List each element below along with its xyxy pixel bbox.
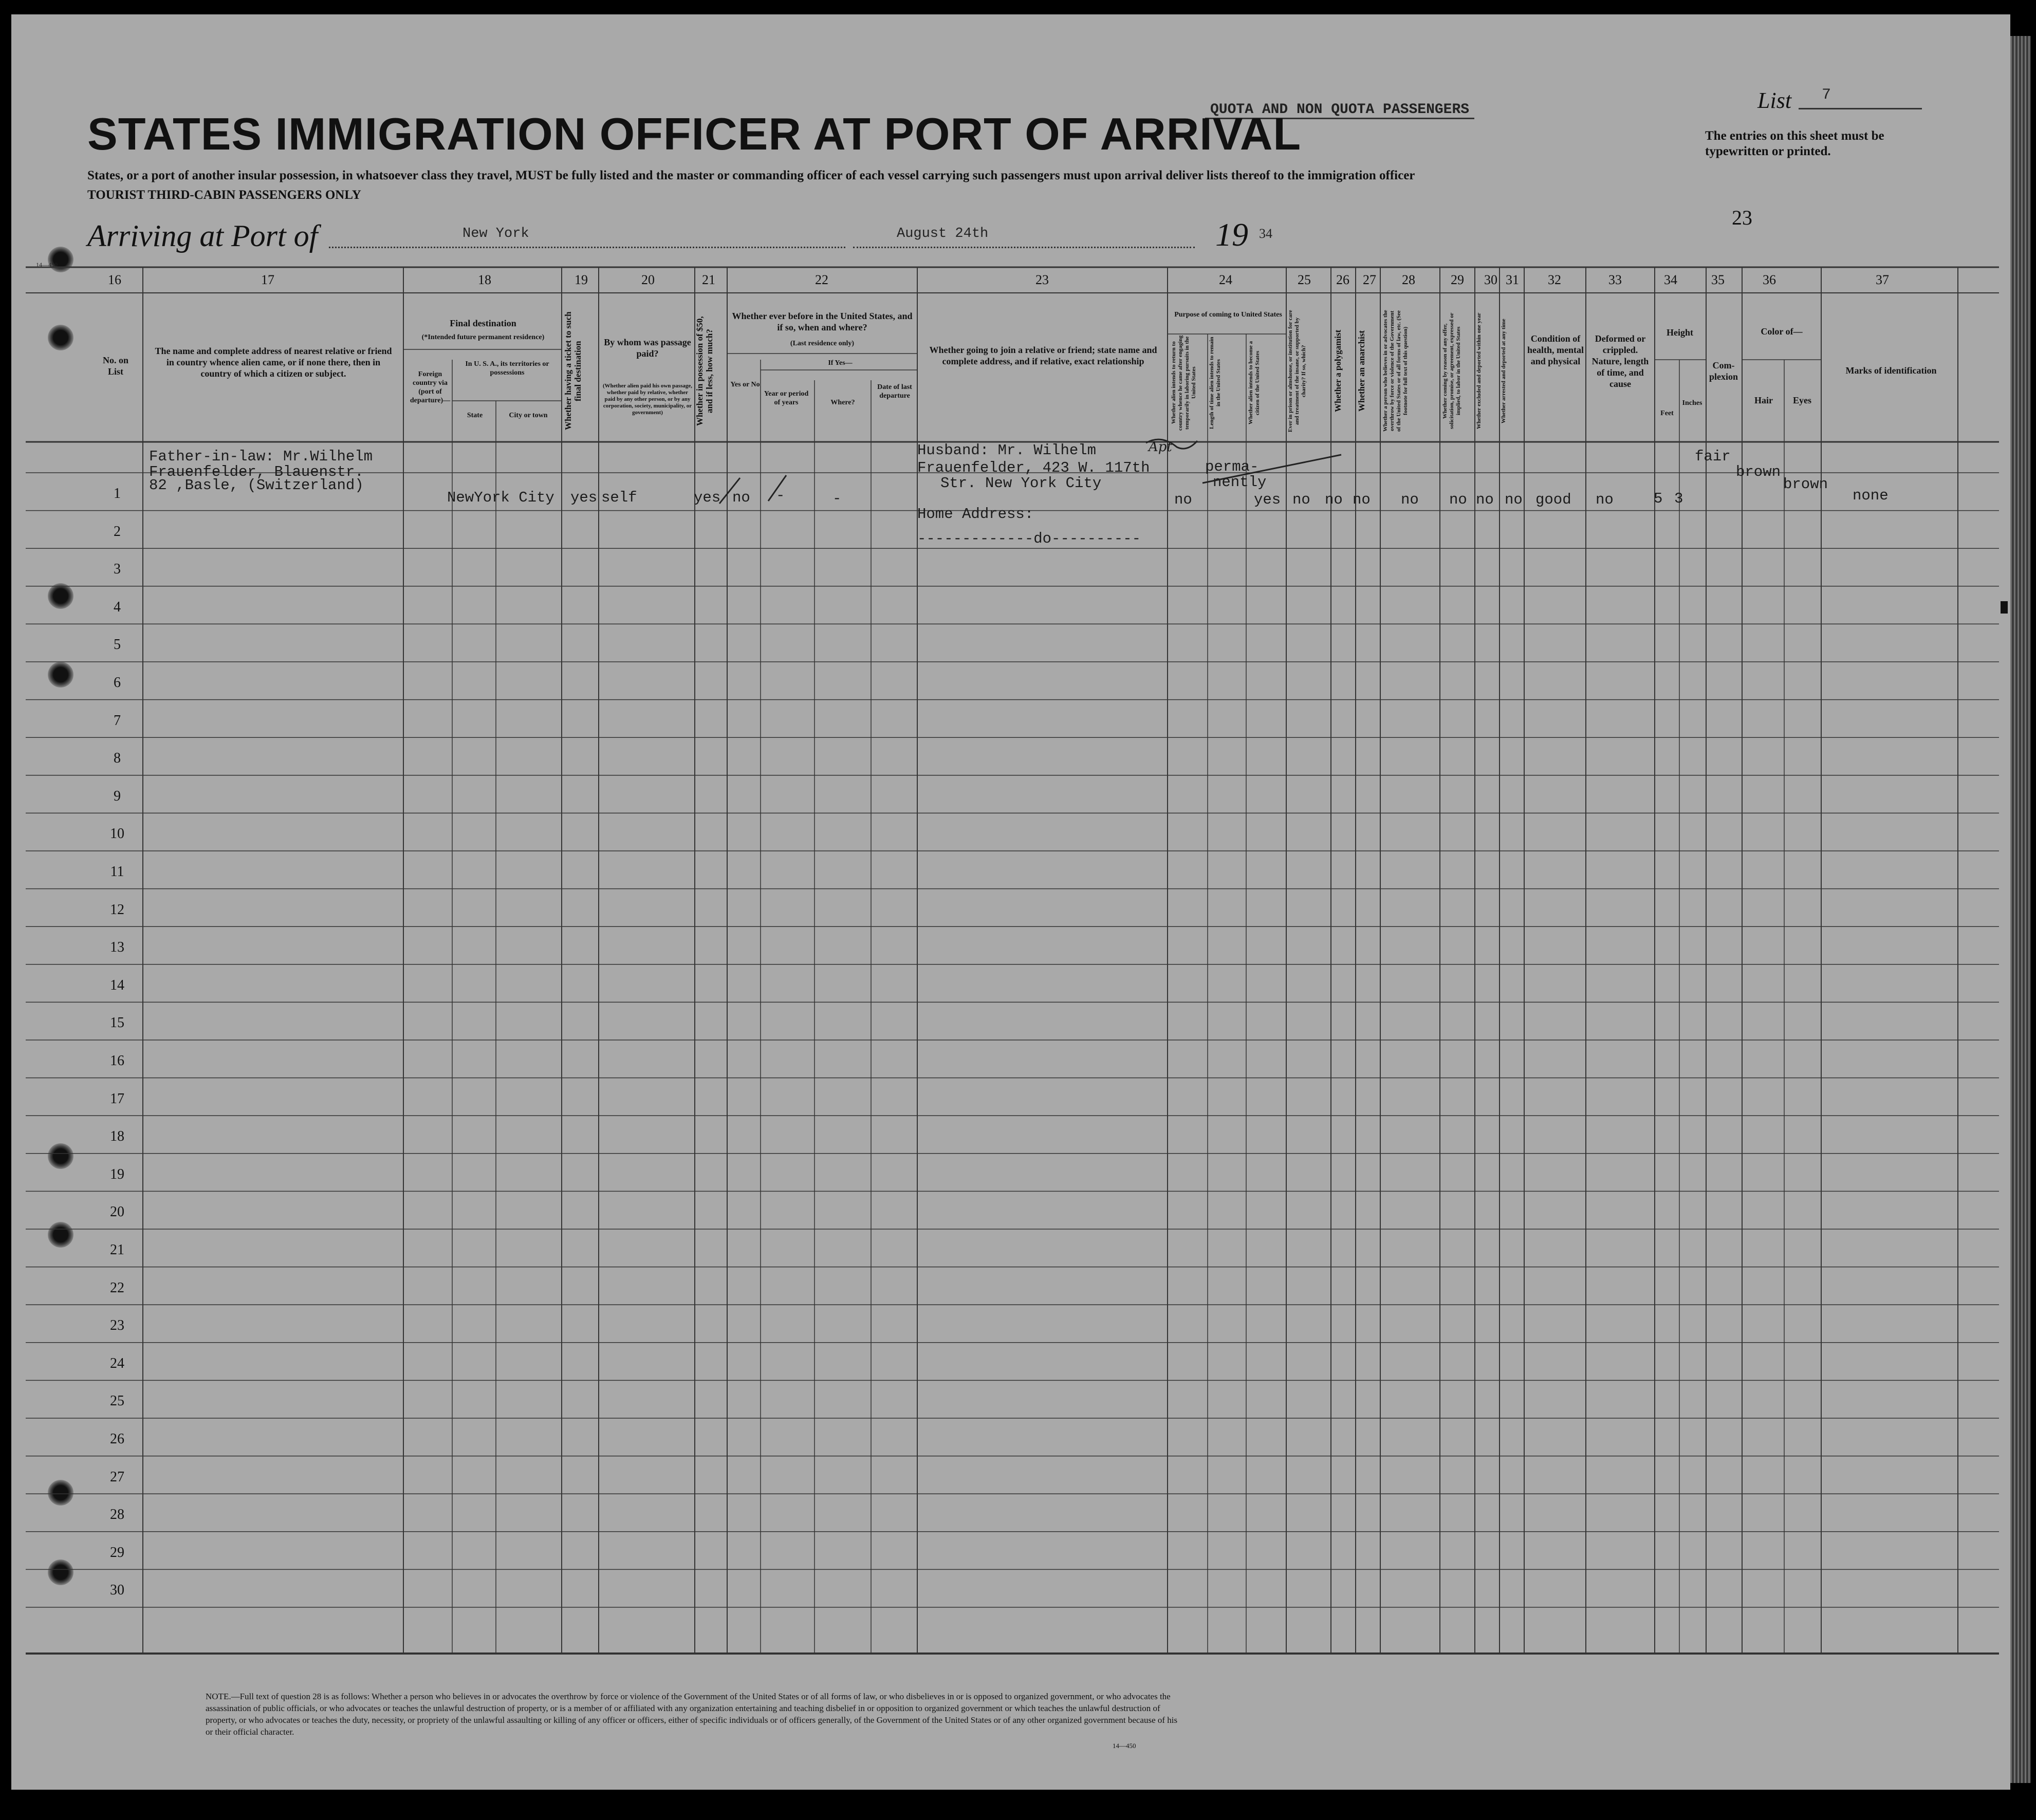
footnote: NOTE.—Full text of question 28 is as follows: Whether a person who believes in or advocates the overthrow by force or violence of the Government of the United States or of all forms of law, or who disbelieves in or is opposed to organized government, or who advocates the assassination of public officials, or who advocates or teaches the unlawful destruction of property, or is a member of or affiliated with any organization entertaining and teaching disbelief in or opposition to organized government or which teaches the unlawful destruction of property, or who advocates or teaches the duty, necessity, or propriety of the unlawful assaulting or killing of any officer or officers, either of specific individuals or of officers generally, of the Government of the United States or of any other organized government because of his or their official character.: [206, 1692, 1178, 1737]
row-number: 11: [110, 864, 124, 880]
col-number: 20: [641, 272, 655, 287]
col-number: 24: [1219, 272, 1232, 287]
typewritten-instruction: The entries on this sheet must be typewritten or printed.: [1705, 129, 1884, 158]
home-address-value: -------------do----------: [917, 530, 1141, 547]
passenger-class: TOURIST THIRD-CABIN PASSENGERS ONLY: [87, 188, 361, 202]
col-number: 30: [1484, 272, 1497, 287]
col-number: 26: [1336, 272, 1349, 287]
anarchist-answer: no: [1353, 491, 1371, 508]
row-number: 28: [110, 1507, 124, 1523]
handwriting-flourish: [1146, 439, 1197, 449]
header-join-relative: Whether going to join a relative or friend; state name and complete address, and if relative, exact relationship: [929, 345, 1157, 366]
row-number: 12: [110, 901, 124, 918]
header-passage-paid-note: (Whether alien paid his own passage, whether paid by relative, whether paid by any other person, or by any corporation, society, municipality, or government): [603, 383, 692, 416]
row-number: 14: [110, 977, 124, 993]
hair-color-value: brown: [1736, 463, 1781, 480]
header-labor-offer: Whether coming by reason of any offer, solicitation, promise, or agreement, expressed or implied, to labor in the United States: [1442, 312, 1461, 430]
passage-paid-by: self: [601, 489, 637, 506]
check-mark: [768, 475, 786, 501]
arrested-answer: no: [1505, 491, 1523, 508]
col-number: 19: [575, 272, 588, 287]
row-number: 26: [110, 1431, 124, 1447]
header-city: City or town: [509, 412, 548, 419]
row-number: 29: [110, 1544, 124, 1561]
header-excluded-deported: Whether excluded and deported within one year: [1476, 312, 1482, 430]
fifty-dollars-answer: yes: [694, 489, 721, 506]
form-number-top: 14—450: [36, 261, 58, 268]
complexion-value: fair: [1695, 448, 1731, 465]
header-overthrow: Whether a person who believes in or advocates the overthrow by force or violence of the Government of the United States or of all forms of law, etc. (See footnote for full text of this question): [1382, 310, 1409, 432]
form-number: 14—450: [1113, 1742, 1136, 1750]
row-number: 27: [110, 1469, 124, 1485]
length-of-stay-1: perma-: [1205, 458, 1259, 475]
col-number: 23: [1035, 272, 1049, 287]
row-number: 6: [114, 675, 121, 691]
header-eyes: Eyes: [1793, 395, 1811, 405]
row-number: 18: [110, 1128, 124, 1145]
row-number: 10: [110, 826, 124, 842]
header-ever-before-note: (Last residence only): [790, 340, 855, 347]
arriving-label: Arriving at Port of: [87, 219, 318, 253]
header-ever-before: Whether ever before in the United States, and if so, when and where?: [732, 311, 913, 332]
col-number: 27: [1363, 272, 1376, 287]
row-number: 25: [110, 1393, 124, 1409]
col-number: 36: [1763, 272, 1776, 287]
polygamist-answer: no: [1325, 491, 1343, 508]
row-number: 17: [110, 1090, 124, 1107]
col-number: 32: [1548, 272, 1561, 287]
row-number: 8: [114, 750, 121, 767]
header-complexion: Com-plexion: [1709, 360, 1738, 382]
pen-stroke: [1202, 455, 1341, 483]
col-number: 17: [261, 272, 274, 287]
col-number: 25: [1298, 272, 1311, 287]
ticket-answer: yes: [570, 489, 598, 506]
col-number: 35: [1711, 272, 1725, 287]
year-dash: -: [776, 487, 785, 504]
form-title: STATES IMMIGRATION OFFICER AT PORT OF ARRIVAL: [87, 108, 1302, 159]
row-number: 20: [110, 1204, 124, 1220]
row-number: 23: [110, 1317, 124, 1334]
relative-line-1: Father-in-law: Mr.Wilhelm: [149, 448, 373, 465]
relative-line-3: 82 ,Basle, (Switzerland): [149, 477, 364, 494]
header-where: Where?: [830, 399, 855, 406]
row-number: 2: [114, 523, 121, 540]
header-passage-paid: By whom was passage paid?: [604, 337, 691, 359]
form-subtitle: States, or a port of another insular possession, in whatsoever class they travel, MUST be fully listed and the master or commanding officer of each vessel carrying such passengers must upon arrival deliver lists thereof to the immigration officer: [87, 169, 1415, 182]
overthrow-answer: no: [1401, 491, 1419, 508]
col-number: 22: [815, 272, 828, 287]
join-line-3: Str. New York City: [940, 475, 1102, 492]
col-number: 21: [702, 272, 715, 287]
header-final-destination: Final destination: [450, 318, 516, 328]
row-number: 19: [110, 1166, 124, 1182]
row-number: 16: [110, 1053, 124, 1069]
row-number: 5: [114, 637, 121, 653]
col-number: 28: [1402, 272, 1415, 287]
row-number: 22: [110, 1279, 124, 1296]
header-state: State: [467, 412, 483, 419]
header-return-temporarily: Whether alien intends to return to country whence he came after engaging temporarily in laboring pursuits in the United States: [1171, 335, 1197, 431]
col-number: 34: [1664, 272, 1677, 287]
arrival-date: August 24th: [897, 226, 989, 242]
quota-label: QUOTA AND NON QUOTA PASSENGERS: [1205, 102, 1474, 119]
header-color: Color of—: [1761, 326, 1803, 337]
header-prison-almshouse: Ever in prison or almshouse, or institution for care and treatment of the insane, or supported by charity? If so, which?: [1287, 310, 1307, 432]
col-number: 33: [1608, 272, 1622, 287]
prison-answer: no: [1292, 491, 1310, 508]
header-in-usa: In U. S. A., its territories or possessions: [465, 360, 549, 377]
col-number: 18: [478, 272, 491, 287]
header-hair: Hair: [1754, 395, 1773, 405]
arrival-year-prefix: 19: [1215, 216, 1248, 253]
deformed-answer: no: [1596, 491, 1614, 508]
header-fifty-dollars: Whether in possession of $50, and if less, how much?: [695, 316, 714, 426]
handwritten-note: Apt: [1149, 439, 1172, 455]
row-number: 9: [114, 788, 121, 804]
row-number: 30: [110, 1582, 124, 1599]
header-year: Year or period of years: [764, 390, 809, 406]
check-mark: [719, 478, 740, 504]
header-feet: Feet: [1660, 410, 1674, 417]
header-final-destination-note: (*Intended future permanent residence): [421, 333, 545, 341]
relative-line-2: Frauenfelder, Blauenstr.: [149, 463, 364, 480]
date-dash: -: [832, 490, 842, 507]
header-intends-citizen: Whether alien intends to become a citizen of the United States: [1248, 341, 1261, 425]
list-label: List: [1757, 88, 1792, 113]
row-number: 21: [110, 1242, 124, 1258]
header-yes-no: Yes or No: [730, 381, 760, 388]
header-length-of-stay: Length of time alien intends to remain in the United States: [1209, 337, 1221, 429]
row-number: 1: [114, 486, 121, 502]
excluded-answer: no: [1476, 491, 1494, 508]
height-inches: 3: [1674, 490, 1683, 507]
header-ticket: Whether having a ticket to such final destination: [563, 311, 583, 431]
list-number: 7: [1822, 86, 1831, 104]
header-inches: Inches: [1682, 399, 1702, 407]
row-number: 13: [110, 939, 124, 956]
col-number: 31: [1506, 272, 1519, 287]
join-line-1: Husband: Mr. Wilhelm: [917, 442, 1097, 459]
col-number: 29: [1451, 272, 1464, 287]
col-number: 16: [108, 272, 121, 287]
col-number: 37: [1876, 272, 1889, 287]
header-health: Condition of health, mental and physical: [1527, 333, 1584, 366]
eye-color-value: brown: [1783, 476, 1828, 493]
header-foreign-country: Foreign country via (port of departure)—: [410, 370, 451, 404]
labor-offer-answer: no: [1449, 491, 1467, 508]
header-nearest-relative: The name and complete address of nearest relative or friend in country whence alien came, or if none there, then in country of which a citizen or subject.: [155, 346, 392, 379]
row-number: 15: [110, 1015, 124, 1031]
header-no-on-list: No. on List: [102, 355, 128, 377]
length-of-stay-2: nently: [1213, 474, 1267, 491]
marks-value: none: [1853, 487, 1889, 504]
home-address-label: Home Address:: [917, 506, 1034, 523]
arrival-port: New York: [462, 226, 529, 242]
header-height: Height: [1667, 327, 1693, 338]
return-temporarily-answer: no: [1174, 491, 1192, 508]
header-date-departure: Date of last departure: [877, 383, 912, 400]
arrival-year-suffix: 34: [1259, 226, 1272, 241]
destination-city: NewYork City: [447, 489, 554, 506]
header-deformed: Deformed or crippled. Nature, length of time, and cause: [1591, 333, 1649, 389]
header-if-yes: If Yes—: [828, 359, 853, 367]
row-number: 3: [114, 561, 121, 578]
health-answer: good: [1535, 491, 1571, 508]
sheet-number: 23: [1732, 206, 1752, 229]
join-line-2: Frauenfelder, 423 W. 117th: [917, 459, 1150, 476]
row-number: 4: [114, 599, 121, 615]
row-number: 7: [114, 712, 121, 729]
header-purpose: Purpose of coming to United States: [1174, 311, 1282, 319]
been-before-answer: no: [732, 489, 750, 506]
header-arrested-deported: Whether arrested and deported at any time: [1501, 319, 1507, 423]
height-feet: 5: [1654, 490, 1663, 507]
row-number: 24: [110, 1355, 124, 1371]
header-marks: Marks of identification: [1845, 365, 1937, 376]
header-polygamist: Whether a polygamist: [1333, 329, 1343, 413]
header-anarchist: Whether an anarchist: [1357, 330, 1366, 412]
intends-citizen-answer: yes: [1254, 491, 1281, 508]
